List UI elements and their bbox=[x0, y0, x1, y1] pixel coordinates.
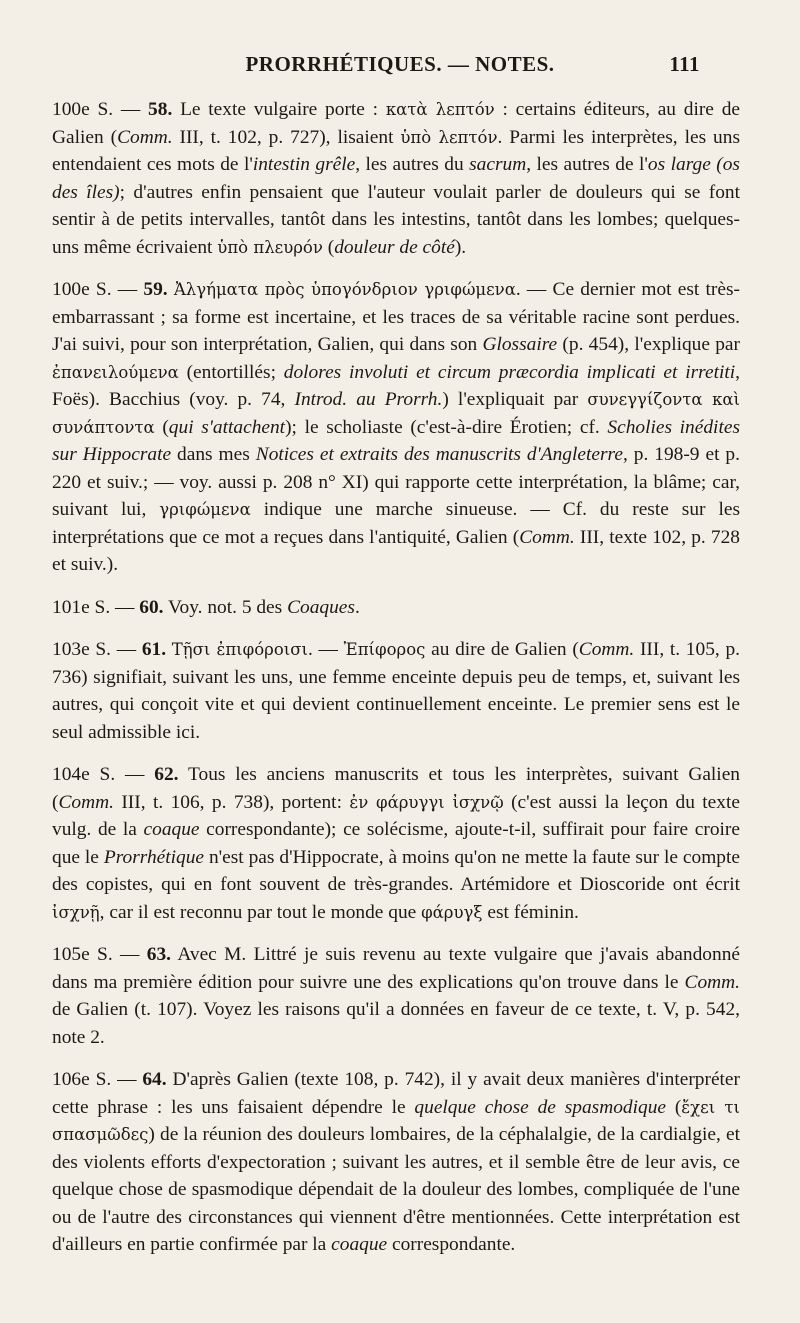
greek-text: ἔχει τι σπασμῶδες bbox=[52, 1097, 740, 1144]
greek-text: ἐν φάρυγγι ἰσχνῷ bbox=[349, 792, 504, 812]
italic-text: intestin grêle bbox=[252, 154, 356, 175]
greek-text: ἐπανειλούμενα bbox=[52, 362, 179, 382]
text-run: correspondante. bbox=[387, 1234, 516, 1255]
italic-text: qui s'attachent bbox=[168, 416, 286, 438]
note-reference: 100e S. — bbox=[52, 99, 149, 120]
italic-text: dolores involuti et circum præcordia implicati et irretiti bbox=[283, 361, 736, 383]
italic-text: Scholies inédites sur Hippocrate bbox=[52, 416, 740, 465]
note-number: 63. bbox=[146, 944, 172, 965]
text-run: III, t. 102, p. 727), lisaient bbox=[172, 126, 401, 148]
page-header bbox=[0, 52, 800, 86]
text-run: , car il est reconnu par tout le monde que bbox=[99, 901, 422, 923]
italic-text: douleur de côté bbox=[334, 236, 455, 258]
italic-text: Comm. bbox=[578, 639, 635, 660]
text-run: (p. 454), l'explique par bbox=[557, 334, 740, 355]
italic-text: Notices et extraits des manuscrits d'Angleterre bbox=[255, 444, 623, 465]
text-run: . Parmi les interprètes, les uns entendaient ces mots de l' bbox=[52, 126, 740, 175]
note-reference: 103e S. — bbox=[52, 639, 142, 660]
text-run: , les autres du bbox=[355, 154, 470, 175]
greek-text: Τῇσι ἐπιφόροισι bbox=[171, 640, 308, 659]
note-number: 62. bbox=[154, 764, 179, 785]
text-run: indique une marche sinueuse. — Cf. du reste sur les interprétations que ce mot a reçues dans l'antiquité, Galien ( bbox=[52, 499, 740, 548]
text-run: III, t. 105, p. 736) signifiait, suivant les uns, une femme enceinte depuis peu de temps, et, suivant les autres, qui conçoit vite et qui devient continuellement enceinte. Le premier sens est le seul admissible ici. bbox=[52, 639, 740, 743]
note-number: 59. bbox=[143, 279, 168, 300]
text-run: ( bbox=[666, 1096, 682, 1118]
text-run: III, t. 106, p. 738), portent: bbox=[113, 791, 350, 813]
text-run: (entortillés; bbox=[178, 361, 284, 383]
italic-text: Comm. bbox=[684, 971, 740, 993]
page-number: 111 bbox=[669, 52, 700, 76]
note-paragraph bbox=[52, 636, 740, 746]
greek-text: κατὰ λεπτόν bbox=[385, 100, 495, 119]
italic-text: Comm. bbox=[58, 791, 114, 813]
italic-text: os large (os des îles) bbox=[52, 154, 740, 203]
greek-text: ὑπὸ πλευρόν bbox=[217, 237, 323, 257]
italic-text: Coaques bbox=[287, 596, 355, 618]
italic-text: Glossaire bbox=[482, 334, 558, 355]
text-run: . bbox=[354, 596, 360, 618]
italic-text: sacrum bbox=[469, 154, 527, 175]
italic-text: Comm. bbox=[117, 126, 173, 148]
text-run: , p. 198-9 et p. 220 et suiv.; — voy. aussi p. 208 n° XI) qui rapporte cette interprétation, la blâme; car, suivant lui, bbox=[52, 444, 740, 520]
text-run: Tous les anciens manuscrits et tous les interprètes, suivant Galien ( bbox=[52, 764, 740, 813]
note-number: 58. bbox=[148, 99, 173, 120]
text-run: ( bbox=[154, 416, 169, 438]
note-reference: 106e S. — bbox=[52, 1069, 143, 1090]
text-run: Le texte vulgaire porte : bbox=[172, 99, 386, 120]
note-paragraph bbox=[52, 761, 740, 926]
note-reference: 101e S. — bbox=[52, 596, 140, 618]
running-title: PRORRHÉTIQUES. — NOTES. bbox=[245, 52, 555, 76]
text-run: ( bbox=[322, 236, 335, 258]
text-run: au dire de Galien ( bbox=[425, 639, 579, 660]
text-run: est féminin. bbox=[482, 901, 579, 923]
notes-body bbox=[52, 96, 740, 1259]
greek-text: συνεγγίζοντα καὶ συνάπτοντα bbox=[52, 390, 741, 437]
italic-text: Comm. bbox=[519, 526, 575, 548]
text-run: correspondante); ce solécisme, ajoute-t-il, suffirait pour faire croire que le bbox=[52, 819, 740, 868]
text-run: ; d'autres enfin pensaient que l'auteur voulait parler de douleurs qui se font sentir à de petits intervalles, tantôt dans les intestins, tantôt dans les lombes; quelques-uns même écrivaient bbox=[52, 181, 740, 258]
greek-text: Ἐπίφορος bbox=[343, 640, 426, 659]
text-run: (c'est aussi la leçon du texte vulg. de la bbox=[52, 791, 740, 840]
text-run: D'après Galien (texte 108, p. 742), il y avait deux manières d'interpréter cette phrase : les uns faisaient dépendre le bbox=[52, 1069, 741, 1118]
greek-text: Ἀλγήματα πρὸς ὑπογόνδριον γριφώμενα bbox=[173, 280, 516, 299]
italic-text: Prorrhétique bbox=[103, 846, 205, 868]
italic-text: Introd. au Prorrh. bbox=[294, 389, 443, 410]
greek-text: ἰσχνῇ bbox=[52, 902, 100, 922]
text-run: : certains éditeurs, au dire de Galien ( bbox=[52, 99, 740, 148]
text-run: Avec M. Littré je suis revenu au texte vulgaire que j'avais abandonné dans ma première édition pour suivre une des explications qu'on trouve dans le bbox=[52, 944, 740, 993]
note-paragraph bbox=[52, 276, 740, 579]
text-run: . — Ce dernier mot est très-embarrassant ; sa forme est incertaine, et les traces de sa véritable racine sont perdues. J'ai suivi, pour son interprétation, Galien, qui dans son bbox=[52, 279, 740, 355]
greek-text: φάρυγξ bbox=[421, 902, 483, 922]
text-run: ) l'expliquait par bbox=[442, 389, 588, 410]
note-number: 61. bbox=[141, 639, 167, 660]
note-paragraph bbox=[52, 1066, 740, 1259]
text-run: ). bbox=[454, 236, 467, 258]
text-run: , Foës). Bacchius (voy. p. 74, bbox=[52, 361, 740, 410]
note-reference: 100e S. — bbox=[52, 279, 144, 300]
text-run: . — bbox=[307, 639, 344, 660]
text-run: ); le scholiaste (c'est-à-dire Érotien; cf. bbox=[285, 416, 608, 438]
text-run: Voy. not. 5 des bbox=[163, 596, 288, 618]
text-run: III, texte 102, p. 728 et suiv.). bbox=[52, 526, 741, 575]
italic-text: coaque bbox=[331, 1234, 388, 1255]
note-reference: 105e S. — bbox=[52, 944, 147, 965]
greek-text: ὑπὸ λεπτόν bbox=[400, 127, 498, 147]
note-reference: 104e S. — bbox=[52, 764, 155, 785]
text-run: dans mes bbox=[171, 444, 256, 465]
note-number: 60. bbox=[139, 596, 164, 618]
note-paragraph bbox=[52, 96, 740, 261]
note-paragraph bbox=[52, 941, 740, 1051]
greek-text: γριφώμενα bbox=[159, 500, 251, 519]
italic-text: coaque bbox=[143, 819, 200, 840]
note-number: 64. bbox=[142, 1069, 167, 1090]
text-run: n'est pas d'Hippocrate, à moins qu'on ne mette la faute sur le compte des copistes, qui en font souvent de très-grandes. Artémidore et Dioscoride ont écrit bbox=[52, 846, 740, 895]
italic-text: quelque chose de spasmodique bbox=[414, 1096, 666, 1118]
note-paragraph bbox=[52, 594, 740, 622]
text-run: ) de la réunion des douleurs lombaires, de la céphalalgie, de la cardialgie, et des violents efforts d'expectoration ; suivant les autres, et il semble être de leur avis, ce quelque chose de spasmodique dépendait de la douleur des lombes, compliquée de l'une ou de l'autre des circonstances qui viennent d'être mentionnées. Cette interprétation est d'ailleurs en partie confirmée par la bbox=[52, 1124, 740, 1255]
text-run: , les autres de l' bbox=[526, 154, 648, 175]
text-run: de Galien (t. 107). Voyez les raisons qu'il a données en faveur de ce texte, t. V, p. 542, note 2. bbox=[52, 999, 740, 1048]
